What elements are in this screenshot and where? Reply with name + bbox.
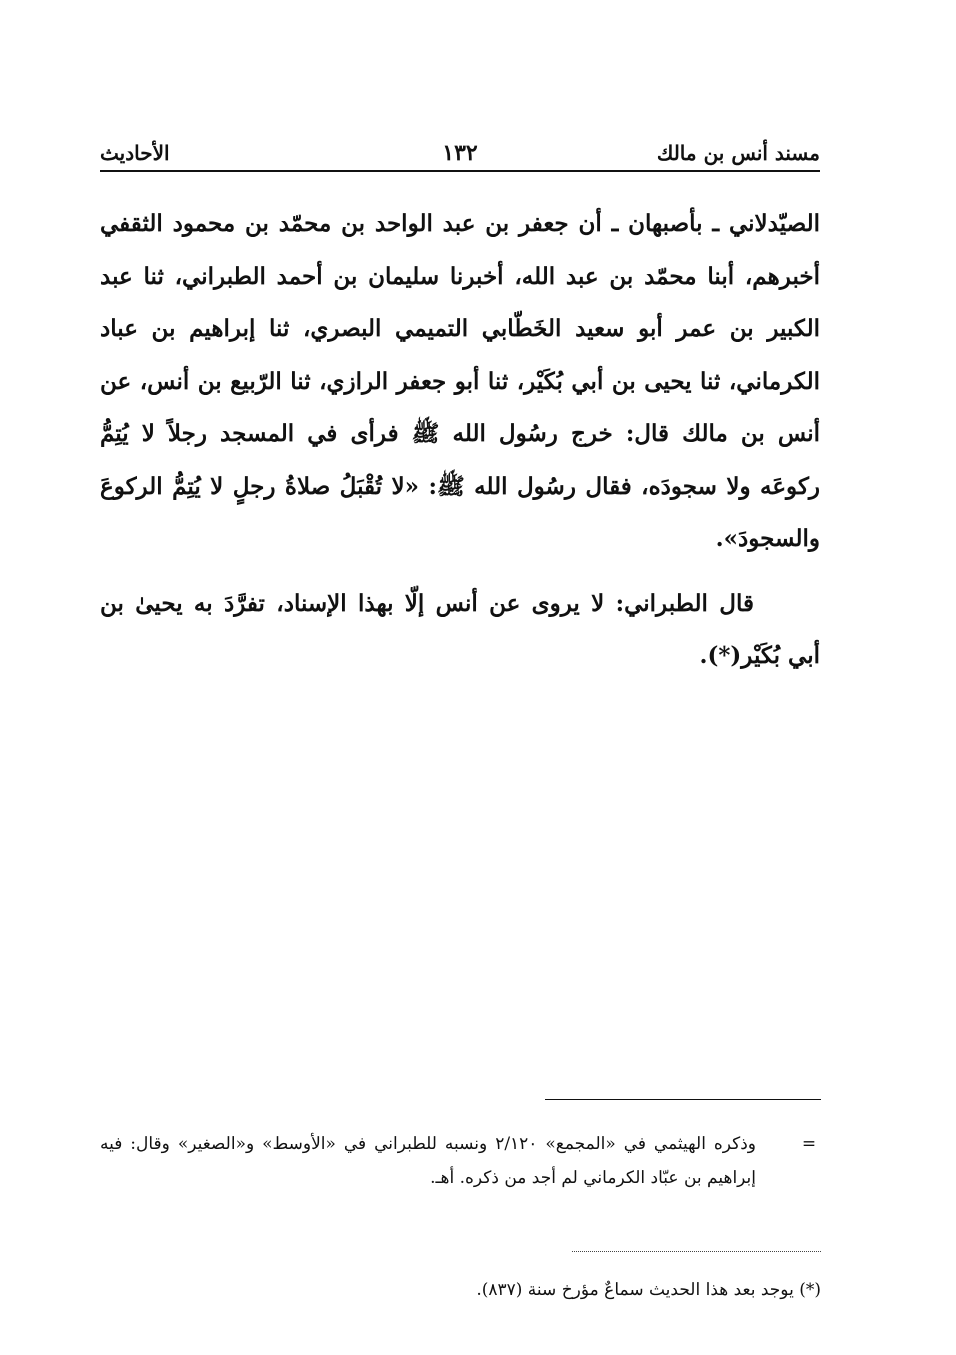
main-text (100, 198, 820, 683)
page-number: ١٣٢ (442, 140, 478, 166)
running-header (100, 138, 820, 172)
header-rule (100, 170, 820, 172)
book-title: مسند أنس بن مالك (656, 141, 820, 165)
footnote-continuation-marker: = (801, 1134, 817, 1154)
footnote-text: وذكره الهيثمي في «المجمع» ٢/١٢٠ ونسبه للطبراني في «الأوسط» و«الصغير» وقال: فيه إبراهيم بن عبّاد الكرماني لم أجد من ذكره. أهـ. (100, 1134, 756, 1188)
section-title: الأحاديث (100, 141, 170, 165)
footnote-rule (545, 1099, 821, 1100)
note-dotted-rule (572, 1251, 821, 1252)
commentary-paragraph: قال الطبراني: لا يروى عن أنس إلّا بهذا الإسناد، تفرَّدَ به يحيىٰ بن أبي بُكَيْر(*). (100, 589, 820, 669)
editor-note: (*) يوجد بعد هذا الحديث سماعٌ مؤرخ سنة (٨٣٧). (476, 1280, 821, 1300)
footnote (100, 1127, 820, 1195)
hadith-paragraph: الصيّدلاني ـ بأصبهان ـ أن جعفر بن عبد الواحد بن محمّد بن محمود الثقفي أخبرهم، أبنا محمّد بن عبد الله، أخبرنا سليمان بن أحمد الطبراني، ثنا عبد الكبير بن عمر أبو سعيد الخَطّابي التميمي البصري، ثنا إبراهيم بن عباد الكرماني، ثنا يحيى بن أبي بُكَيْر، ثنا أبو جعفر الرازي، ثنا الرّبيع بن أنس، عن أنس بن مالك قال: خرج رسُول الله ﷺ فرأى في المسجد رجلاً لا يُتِمُّ ركوعَه ولا سجودَه، فقال رسُول الله ﷺ: «لا تُقْبَلُ صلاةُ رجلٍ لا يُتِمُّ الركوعَ والسجودَ». (100, 210, 820, 552)
